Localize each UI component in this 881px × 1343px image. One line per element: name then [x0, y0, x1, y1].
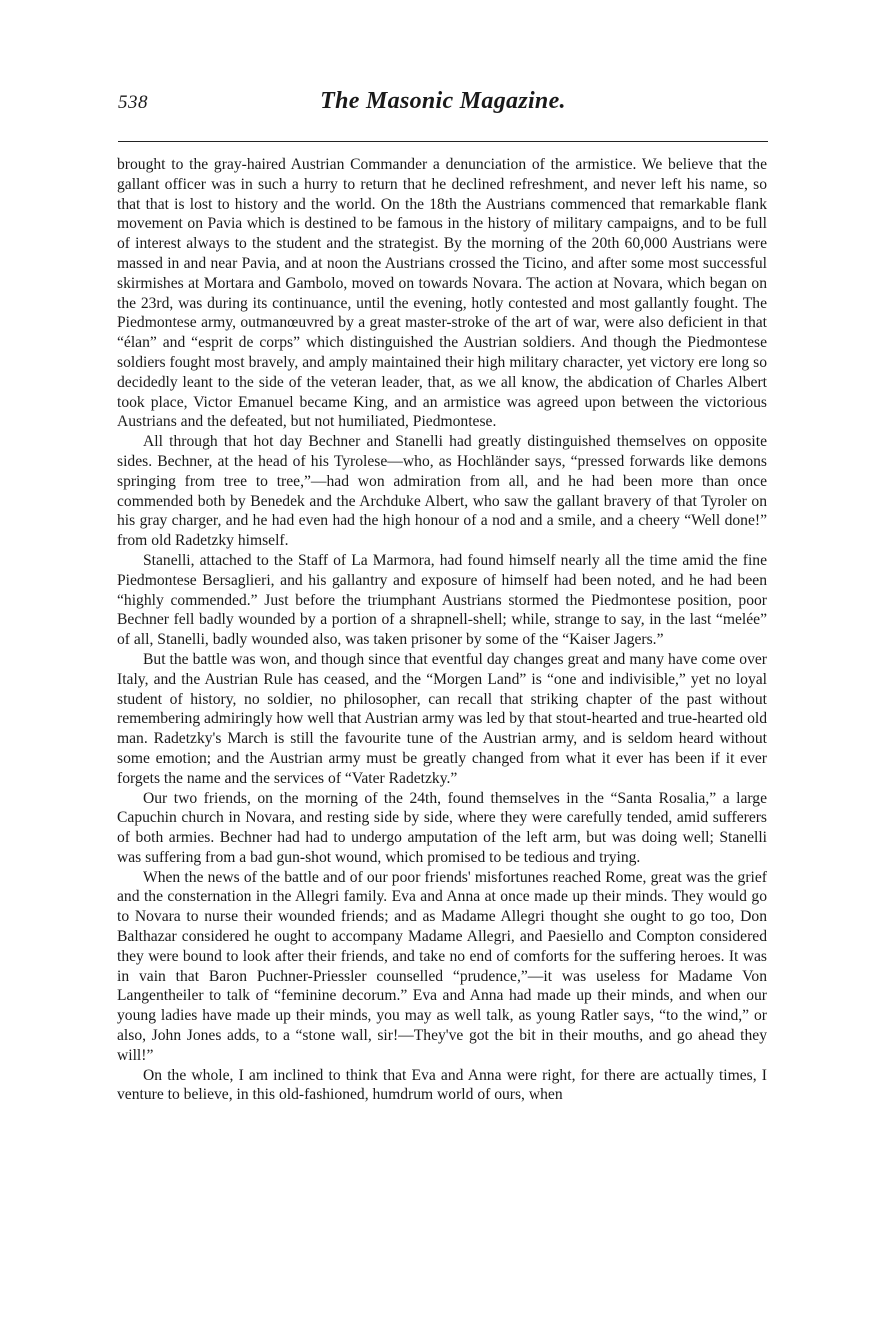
header-rule [118, 141, 768, 142]
paragraph: But the battle was won, and though since that eventful day changes great and many have come over Italy, and the Austrian Rule has ceased, and the “Morgen Land” is “one and indivisible,” yet no loyal student of history, no soldier, no philosopher, can recall that striking chapter of the past without remembering admiringly how well that Austrian army was led by that stout-hearted and true-hearted old man. Radetzky's March is still the favourite tune of the Austrian army, and is seldom heard without some emotion; and the Austrian army must be greatly changed from what it ever has been if it ever forgets the name and the services of “Vater Radetzky.” [117, 650, 767, 787]
article-body [117, 155, 767, 1105]
paragraph: brought to the gray-haired Austrian Commander a denunciation of the armistice. We believe that the gallant officer was in such a hurry to return that he declined refreshment, and never left his name, so that that is lost to history and the world. On the 18th the Austrians commenced that remarkable flank movement on Pavia which is destined to be famous in the history of military campaigns, and to be full of interest always to the student and the strategist. By the morning of the 20th 60,000 Austrians were massed in and near Pavia, and at noon the Austrians crossed the Ticino, and after some most successful skirmishes at Mortara and Gambolo, moved on towards Novara. The action at Novara, which began on the 23rd, was during its continuance, until the evening, hotly contested and most gallantly fought. The Piedmontese army, outmanœuvred by a great master-stroke of the art of war, were also deficient in that “élan” and “esprit de corps” which distinguished the Austrian soldiers. And though the Piedmontese soldiers fought most bravely, and amply maintained their high military character, yet victory ere long so decidedly leant to the side of the veteran leader, that, as we all know, the abdication of Charles Albert took place, Victor Emanuel became King, and an armistice was agreed upon between the victorious Austrians and the defeated, but not humiliated, Piedmontese. [117, 156, 767, 431]
page-number: 538 [118, 92, 148, 113]
paragraph: When the news of the battle and of our poor friends' misfortunes reached Rome, great was the grief and the consternation in the Allegri family. Eva and Anna at once made up their minds. They would go to Novara to nurse their wounded friends; and as Madame Allegri thought she ought to go too, Don Balthazar considered he ought to accompany Madame Allegri, and Paesiello and Compton considered they were bound to look after their friends, and take no end of comforts for the suffering heroes. It was in vain that Baron Puchner-Priessler counselled “prudence,”—it was useless for Madame Von Langentheiler to talk of “feminine decorum.” Eva and Anna had made up their minds, and when our young ladies have made up their minds, you may as well talk, as young Ratler says, “to the wind,” or also, John Jones adds, to a “stone wall, sir!—They've got the bit in their mouths, and go ahead they will!” [117, 868, 767, 1064]
paragraph: Stanelli, attached to the Staff of La Marmora, had found himself nearly all the time amid the fine Piedmontese Bersaglieri, and his gallantry and exposure of himself had been noted, and he had been “highly commended.” Just before the triumphant Austrians stormed the Piedmontese position, poor Bechner fell badly wounded by a portion of a shrapnell-shell; while, strange to say, in the last “melée” of all, Stanelli, badly wounded also, was taken prisoner by some of the “Kaiser Jagers.” [117, 551, 767, 649]
running-title: The Masonic Magazine. [320, 88, 566, 114]
page-header [118, 84, 768, 124]
paragraph: On the whole, I am inclined to think that Eva and Anna were right, for there are actually times, I venture to believe, in this old-fashioned, humdrum world of ours, when [117, 1066, 767, 1104]
paragraph: Our two friends, on the morning of the 24th, found themselves in the “Santa Rosalia,” a large Capuchin church in Novara, and resting side by side, where they were carefully tended, amid sufferers of both armies. Bechner had had to undergo amputation of the left arm, but was doing well; Stanelli was suffering from a bad gun-shot wound, which promised to be tedious and trying. [117, 789, 767, 866]
paragraph: All through that hot day Bechner and Stanelli had greatly distinguished themselves on opposite sides. Bechner, at the head of his Tyrolese—who, as Hochländer says, “pressed forwards like demons springing from tree to tree,”—had won admiration from all, and he had been more than once commended both by Benedek and the Archduke Albert, who saw the gallant bravery of that Tyroler on his gray charger, and he had even had the high honour of a nod and a smile, and a cheery “Well done!” from old Radetzky himself. [117, 433, 767, 550]
